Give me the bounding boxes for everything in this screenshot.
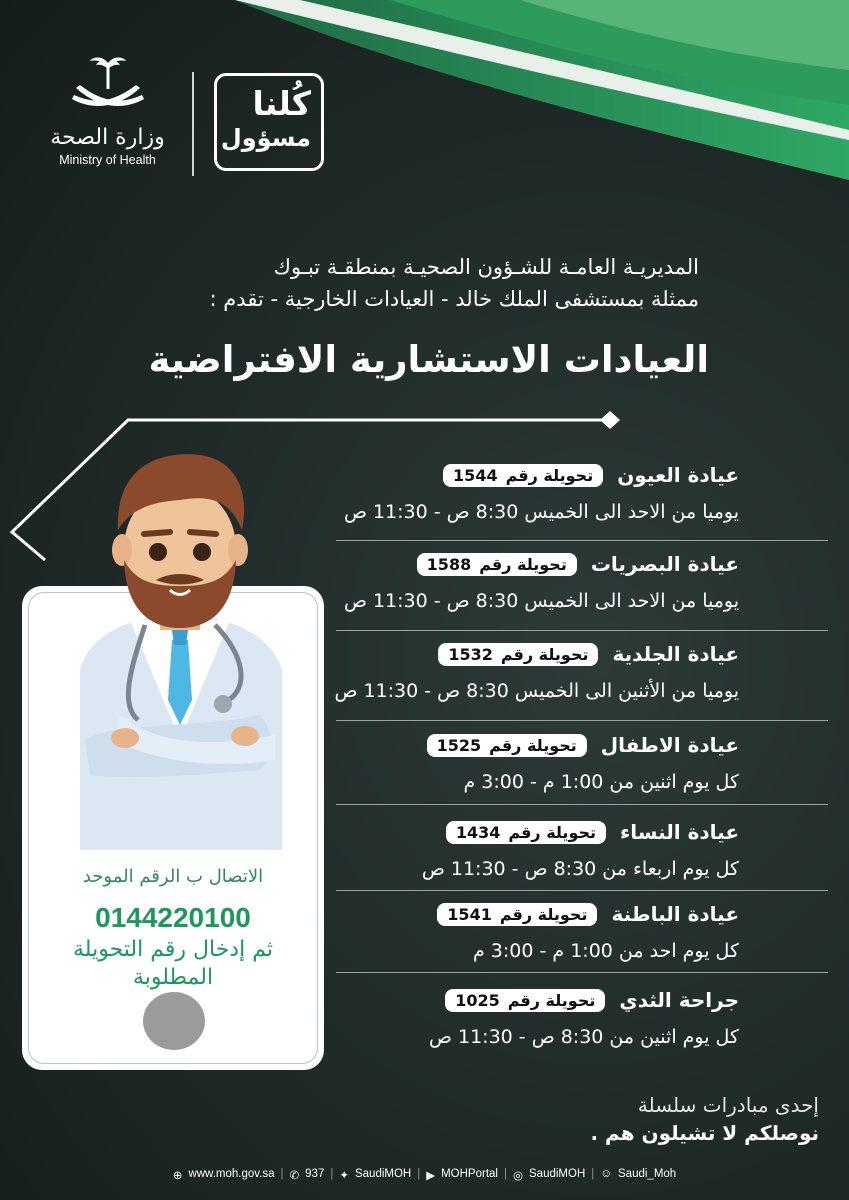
extension-badge bbox=[437, 903, 597, 926]
extension-label: تحويلة رقم bbox=[505, 465, 594, 485]
intro-line-1: المديريـة العامـة للشـؤون الصحيـة بمنطقـة تبـوك bbox=[273, 255, 699, 279]
extension-label: تحويلة رقم bbox=[508, 822, 597, 842]
clinic-schedule: يوميا من الاحد الى الخميس 8:30 ص - 11:30 ص bbox=[343, 590, 739, 612]
phone-icon: ✆ bbox=[289, 1170, 300, 1182]
extension-label: تحويلة رقم bbox=[499, 904, 588, 924]
extension-badge bbox=[438, 643, 598, 666]
social-divider: | bbox=[591, 1168, 595, 1180]
extension-number: 1525 bbox=[436, 735, 482, 755]
call-label: الاتصال ب الرقم الموحد bbox=[82, 866, 264, 887]
clinic-item bbox=[219, 733, 739, 813]
page-title: العيادات الاستشارية الافتراضية bbox=[148, 338, 709, 381]
extension-number: 1532 bbox=[448, 644, 493, 664]
social-divider: | bbox=[280, 1168, 284, 1180]
campaign-logo-line1: كُلنا bbox=[252, 84, 311, 123]
clinic-separator bbox=[336, 630, 828, 631]
clinic-header bbox=[443, 463, 739, 487]
instagram-icon: ◎ bbox=[512, 1170, 524, 1182]
extension-badge bbox=[443, 464, 603, 487]
snapchat-link[interactable]: Saudi_Moh bbox=[618, 1168, 677, 1180]
extension-number: 1025 bbox=[455, 990, 500, 1010]
initiative-line: إحدى مبادرات سلسلة bbox=[637, 1093, 819, 1117]
clinic-header bbox=[438, 642, 739, 666]
initiative-slogan: نوصلكم لا تشيلون هم . bbox=[590, 1121, 819, 1145]
extension-badge bbox=[445, 989, 605, 1012]
extension-badge bbox=[417, 553, 577, 576]
intro-line-2: ممثلة بمستشفى الملك خالد - العيادات الخارجية - تقدم : bbox=[209, 287, 699, 311]
clinic-name: عيادة البصريات bbox=[590, 552, 739, 576]
clinic-item bbox=[219, 820, 739, 900]
clinic-header bbox=[446, 820, 739, 844]
twitter-icon: ✦ bbox=[339, 1170, 349, 1182]
clinic-separator bbox=[336, 804, 828, 805]
unified-phone-number[interactable]: 0144220100 bbox=[95, 902, 251, 933]
youtube-icon: ▶ bbox=[426, 1170, 436, 1182]
clinic-item bbox=[219, 902, 739, 982]
clinic-schedule: كل يوم احد من 1:00 م - 3:00 م bbox=[472, 940, 739, 962]
clinic-item bbox=[219, 988, 739, 1068]
snapchat-icon: ☺ bbox=[600, 1168, 613, 1180]
clinic-separator bbox=[336, 720, 828, 721]
moh-english-name: Ministry of Health bbox=[59, 153, 156, 167]
clinic-separator bbox=[336, 540, 828, 541]
extension-label: تحويلة رقم bbox=[500, 644, 589, 664]
clinic-header bbox=[417, 552, 739, 576]
clinic-schedule: يوميا من الاحد الى الخميس 8:30 ص - 11:30 ص bbox=[343, 501, 739, 523]
clinic-header bbox=[437, 902, 739, 926]
clinic-name: عيادة الجلدية bbox=[612, 642, 739, 666]
call-note-line1: ثم إدخال رقم التحويلة bbox=[73, 937, 273, 962]
clinic-separator bbox=[336, 972, 828, 973]
moh-arabic-name: وزارة الصحة bbox=[50, 125, 165, 150]
extension-badge bbox=[446, 821, 606, 844]
instagram-link[interactable]: SaudiMOH bbox=[529, 1168, 586, 1180]
clinic-header bbox=[427, 733, 739, 757]
website-link[interactable]: www.moh.gov.sa bbox=[188, 1168, 275, 1180]
clinic-header bbox=[445, 988, 739, 1012]
moh-logo bbox=[40, 55, 175, 180]
extension-badge bbox=[427, 734, 587, 757]
call-note-line2: المطلوبة bbox=[132, 965, 214, 990]
clinic-schedule: كل يوم اثنين من 1:00 م - 3:00 م bbox=[463, 771, 739, 793]
campaign-logo-line2: مسؤول bbox=[220, 124, 311, 152]
clinic-name: عيادة الباطنة bbox=[611, 902, 739, 926]
clinic-schedule: كل يوم اثنين من 8:30 ص - 11:30 ص bbox=[428, 1026, 739, 1048]
extension-number: 1544 bbox=[453, 465, 498, 485]
clinic-separator bbox=[336, 890, 828, 891]
clinic-name: جراحة الثدي bbox=[619, 988, 739, 1012]
extension-number: 1541 bbox=[447, 904, 492, 924]
campaign-logo bbox=[214, 73, 324, 171]
logo-divider bbox=[192, 72, 194, 176]
extension-number: 1434 bbox=[455, 822, 501, 842]
social-divider: | bbox=[417, 1168, 421, 1180]
clinic-item bbox=[219, 642, 739, 722]
extension-number: 1588 bbox=[426, 554, 472, 574]
social-divider: | bbox=[503, 1168, 507, 1180]
youtube-link[interactable]: MOHPortal bbox=[441, 1168, 498, 1180]
social-links-bar bbox=[0, 1168, 849, 1182]
clinic-name: عيادة العيون bbox=[617, 463, 739, 487]
clinic-item bbox=[219, 552, 739, 632]
extension-label: تحويلة رقم bbox=[507, 990, 596, 1010]
clinic-name: عيادة الاطفال bbox=[600, 733, 739, 757]
extension-label: تحويلة رقم bbox=[489, 735, 577, 755]
home-button-graphic bbox=[143, 992, 205, 1050]
globe-icon: ⊕ bbox=[172, 1170, 183, 1182]
social-divider: | bbox=[330, 1168, 334, 1180]
clinic-name: عيادة النساء bbox=[620, 820, 739, 844]
extension-label: تحويلة رقم bbox=[479, 554, 567, 574]
palm-swords-icon bbox=[68, 55, 148, 123]
clinic-schedule: كل يوم اربعاء من 8:30 ص - 11:30 ص bbox=[421, 858, 739, 880]
clinic-schedule: يوميا من الأثنين الى الخميس 8:30 ص - 11:30 ص bbox=[334, 680, 739, 702]
phone-link[interactable]: 937 bbox=[305, 1168, 325, 1180]
twitter-link[interactable]: SaudiMOH bbox=[354, 1168, 412, 1180]
clinic-item bbox=[219, 463, 739, 543]
